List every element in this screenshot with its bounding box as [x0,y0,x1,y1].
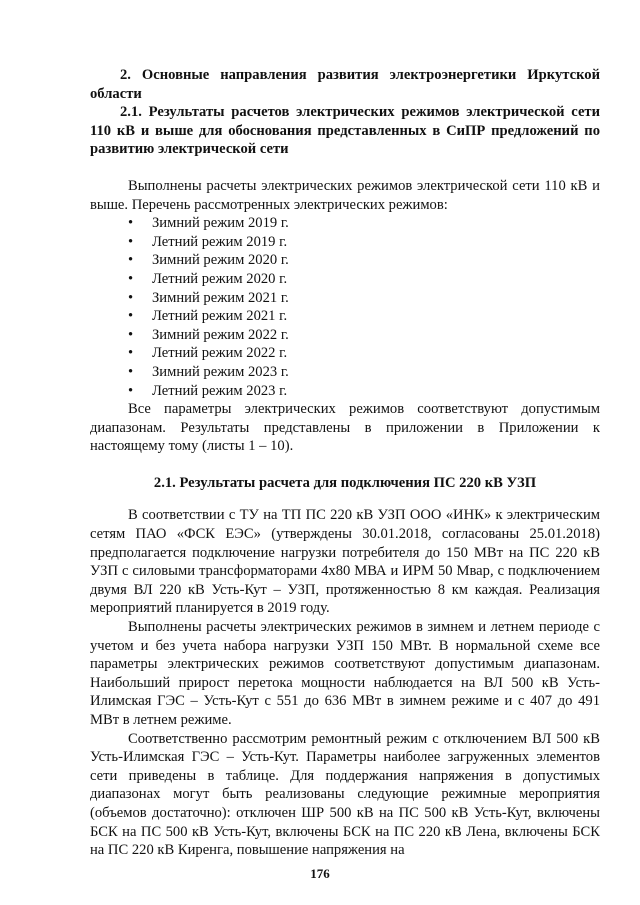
bullet-icon: • [128,252,134,269]
bullet-icon: • [128,326,134,343]
bullet-icon: • [128,308,134,325]
regime-list [90,214,600,400]
section-heading: 2. Основные направления развития электроэнергетики Иркутской области [90,67,600,102]
bullet-icon: • [128,215,134,232]
bullet-icon: • [128,270,134,287]
list-item [128,363,600,382]
bullet-icon: • [128,382,134,399]
list-item [128,326,600,345]
body-paragraph: В соответствии с ТУ на ТП ПС 220 кВ УЗП ООО «ИНК» к электрическим сетям ПАО «ФСК ЕЭС» (утверждены 30.01.2018, согласованы 25.01.2018) предполагается подключение нагрузки потребителя до 150 МВт на ПС 220 кВ УЗП с силовыми трансформаторами 4х80 МВА и ИРМ 50 Мвар, с подключением двумя ВЛ 220 кВ Усть-Кут – УЗП, протяженностью 8 км каждая. Реализация мероприятий планируется в 2019 году. [90,507,600,617]
list-item-text: Зимний режим 2022 г. [152,326,289,343]
bullet-icon: • [128,363,134,380]
subsection-heading-results: 2.1. Результаты расчетов электрических режимов электрической сети 110 кВ и выше для обоснования представленных в СиПР предложений по развитию электрической сети [90,104,600,158]
list-item [128,233,600,252]
list-item [128,214,600,233]
summary-paragraph: Все параметры электрических режимов соответствуют допустимым диапазонам. Результаты представлены в приложении в Приложении к настоящему тому (листы 1 – 10). [90,401,600,455]
list-item [128,307,600,326]
list-item-text: Летний режим 2022 г. [152,345,288,362]
list-item [128,344,600,363]
page-number: 176 [310,866,330,881]
list-item-text: Зимний режим 2019 г. [152,215,289,232]
list-item-text: Зимний режим 2023 г. [152,363,289,380]
list-item-text: Зимний режим 2020 г. [152,252,289,269]
bullet-icon: • [128,345,134,362]
body-paragraph: Выполнены расчеты электрических режимов в зимнем и летнем периоде с учетом и без учета набора нагрузки УЗП 150 МВт. В нормальной схеме все параметры электрических режимов соответствуют допустимым диапазонам. Наибольший прирост перетока мощности наблюдается на ВЛ 500 кВ Усть-Илимская ГЭС – Усть-Кут с 551 до 636 МВт в зимнем режиме и с 407 до 491 МВт в летнем режиме. [90,619,600,728]
list-item [128,382,600,401]
subsection-heading-uzp: 2.1. Результаты расчета для подключения ПС 220 кВ УЗП [153,474,537,491]
list-item-text: Летний режим 2020 г. [152,270,288,287]
list-item-text: Зимний режим 2021 г. [152,289,289,306]
spacer [90,456,600,474]
spacer [90,492,600,506]
bullet-icon: • [128,289,134,306]
list-item [128,289,600,308]
spacer [90,159,600,177]
list-item-text: Летний режим 2021 г. [152,308,288,325]
page-content [90,66,600,860]
body-paragraph: Соответственно рассмотрим ремонтный режим с отключением ВЛ 500 кВ Усть-Илимская ГЭС – Усть-Кут. Параметры наиболее загруженных элементов сети приведены в таблице. Для поддержания напряжения в допустимых диапазонах могут быть реализованы следующие режимные мероприятия (объемов достаточно): отключен ШР 500 кВ на ПС 500 кВ Усть-Кут, включены БСК на ПС 500 кВ Усть-Кут, включены БСК на ПС 220 кВ Лена, включены БСК на ПС 220 кВ Киренга, повышение напряжения на [90,730,600,859]
list-item-text: Летний режим 2019 г. [152,233,288,250]
list-item [128,251,600,270]
intro-paragraph: Выполнены расчеты электрических режимов электрической сети 110 кВ и выше. Перечень рассмотренных электрических режимов: [90,177,600,213]
list-item [128,270,600,289]
bullet-icon: • [128,233,134,250]
list-item-text: Летний режим 2023 г. [152,382,288,399]
